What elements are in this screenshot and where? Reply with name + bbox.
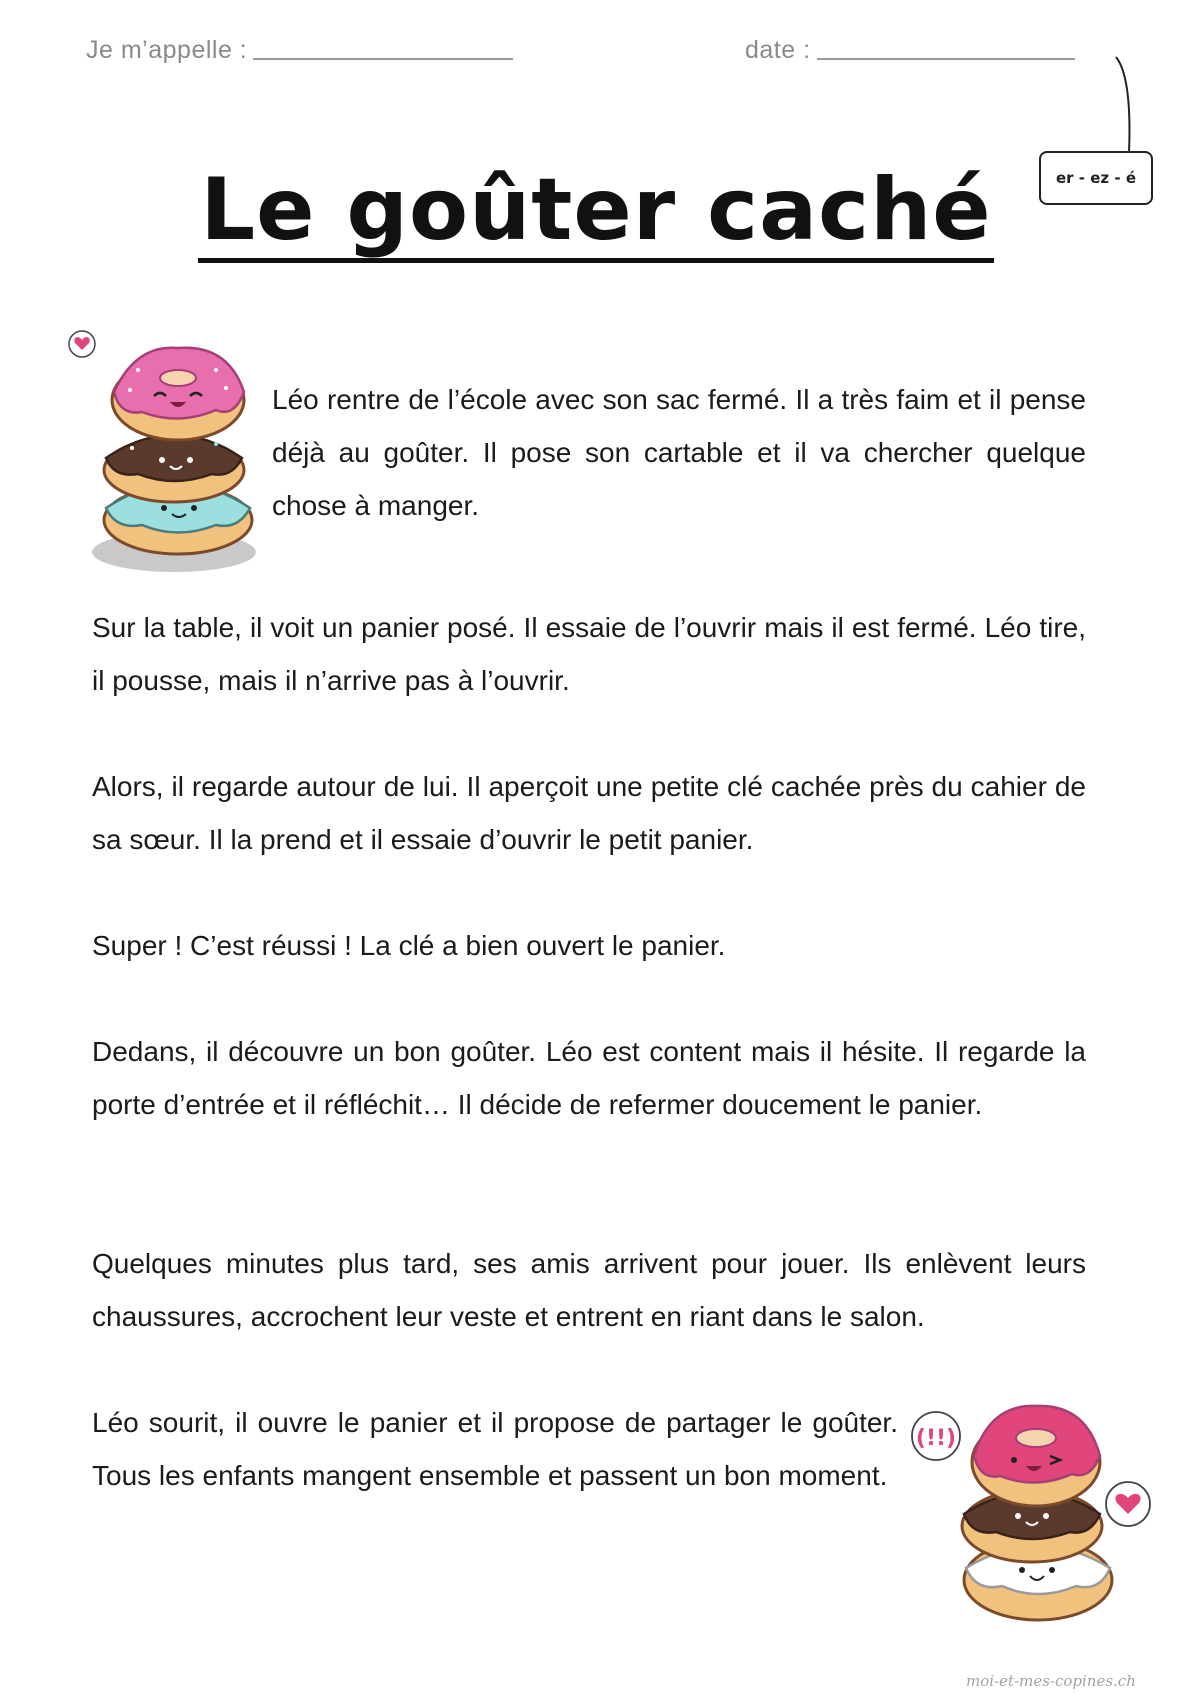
- stacked-donuts-illustration: [910, 1398, 1160, 1634]
- paragraph-1: Léo rentre de l’école avec son sac fermé. Il a très faim et il pense déjà au goûter. Il pose son cartable et il va chercher quelque chose à manger.: [272, 384, 1086, 521]
- paragraph-5: Dedans, il découvre un bon goûter. Léo est content mais il hésite. Il regarde la porte d’entrée et il réfléchit… Il décide de refermer doucement le panier.: [92, 1036, 1086, 1120]
- page-title: [0, 160, 1192, 263]
- date-field-label: [745, 36, 1075, 65]
- paragraph-4: Super ! C’est réussi ! La clé a bien ouvert le panier.: [92, 930, 726, 961]
- date-write-line[interactable]: [817, 58, 1075, 60]
- name-write-line[interactable]: [253, 58, 513, 60]
- name-field-label: [86, 36, 513, 65]
- page-title-text: Le goûter caché: [198, 163, 993, 263]
- exclamation-bubble-icon: (!!): [915, 1426, 957, 1451]
- sound-tag-text: er - ez - é: [1056, 169, 1136, 187]
- paragraph-6: Quelques minutes plus tard, ses amis arrivent pour jouer. Ils enlèvent leurs chaussures, accrochent leur veste et entrent en riant dans le salon.: [92, 1248, 1086, 1332]
- name-label: Je m’appelle :: [86, 36, 248, 64]
- paragraph-3: Alors, il regarde autour de lui. Il aperçoit une petite clé cachée près du cahier de sa sœur. Il la prend et il essaie d’ouvrir le petit panier.: [92, 771, 1086, 855]
- tag-connector-line: [1070, 55, 1185, 155]
- footer-credit: moi-et-mes-copines.ch: [966, 1672, 1136, 1690]
- paragraph-7: Léo sourit, il ouvre le panier et il propose de partager le goûter. Tous les enfants mangent ensemble et passent un bon moment.: [92, 1407, 898, 1491]
- stacked-donuts-illustration: [66, 330, 266, 580]
- paragraph-2: Sur la table, il voit un panier posé. Il essaie de l’ouvrir mais il est fermé. Léo tire, il pousse, mais il n’arrive pas à l’ouvrir.: [92, 612, 1086, 696]
- date-label: date :: [745, 36, 811, 64]
